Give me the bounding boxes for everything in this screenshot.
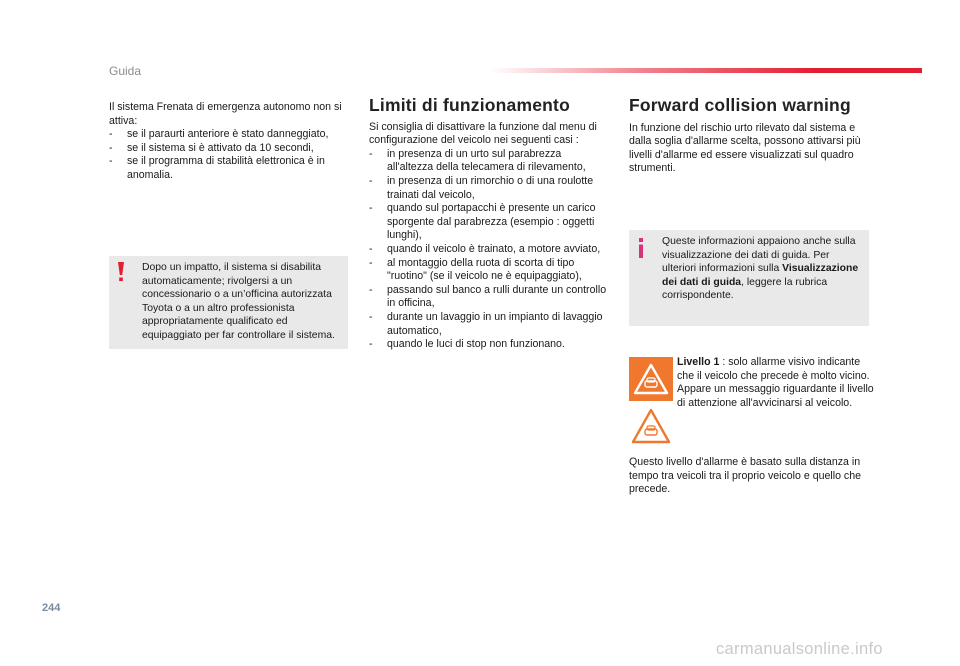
- info-icon: [636, 238, 646, 258]
- level-1-message: Appare un messaggio riguardante il livello di attenzione all'avvicinarsi al veicolo.: [677, 383, 874, 409]
- level-1-text-part: : solo allarme visivo indicante che il veicolo che precede è molto vicino.: [677, 356, 870, 382]
- info-box: [629, 230, 869, 326]
- exclamation-icon: [117, 262, 125, 282]
- info-text-bold: Visualizzazione dei dati di guida: [662, 263, 859, 288]
- header-section-label: Guida: [109, 64, 142, 78]
- list-item: - durante un lavaggio in un impianto di lavaggio automatico,: [369, 311, 609, 338]
- list-item: - passando sul banco a rulli durante un controllo in officina,: [369, 284, 609, 311]
- column-left: [109, 101, 349, 183]
- column-middle: [369, 95, 609, 352]
- section-title-forward-collision: Forward collision warning: [629, 95, 851, 115]
- list-item: - in presenza di un urto sul parabrezza all'altezza della telecamera di rilevamento,: [369, 148, 609, 175]
- col1-list: [109, 128, 349, 182]
- list-item: - in presenza di un rimorchio o di una roulotte trainati dal veicolo,: [369, 175, 609, 202]
- col2-list: [369, 148, 609, 352]
- col1-intro: Il sistema Frenata di emergenza autonomo non si attiva:: [109, 101, 342, 127]
- list-item: - quando le luci di stop non funzionano.: [369, 338, 609, 352]
- level-1-label: Livello 1: [677, 356, 720, 368]
- info-text-start: Queste informazioni appaiono anche sulla visualizzazione dei dati di guida. Per ulteriori informazioni sulla: [662, 236, 856, 275]
- collision-warning-icon: [629, 357, 673, 401]
- info-text: [662, 235, 865, 303]
- level-1-description: [677, 356, 875, 410]
- list-item: - se il sistema si è attivato da 10 secondi,: [109, 142, 349, 156]
- warning-text: Dopo un impatto, il sistema si disabilita automaticamente; rivolgersi a un concessionario o a un’officina autorizzata Toyota o a un altro professionista appropriatamente qualificato ed equipaggiato per far controllare il sistema.: [142, 262, 335, 341]
- watermark: carmanualsonline.info: [716, 640, 883, 658]
- distance-note-text: Questo livello d'allarme è basato sulla distanza in tempo tra veicoli tra il proprio veicolo e quello che precede.: [629, 456, 862, 496]
- distance-note: [629, 456, 873, 497]
- level-1-text: [677, 356, 875, 383]
- list-item: - se il programma di stabilità elettronica è in anomalia.: [109, 155, 349, 182]
- col2-intro: Si consiglia di disattivare la funzione dal menu di configurazione del veicolo nei seguenti casi :: [369, 120, 597, 147]
- page-number: 244: [42, 602, 61, 614]
- list-item: - quando sul portapacchi è presente un carico sporgente dal parabrezza (esempio : oggetti lunghi),: [369, 202, 609, 243]
- column-right: [629, 95, 871, 176]
- col3-intro: In funzione del rischio urto rilevato dal sistema e dalla soglia d'allarme scelta, possono attivarsi più livelli d'allarme ed essere visualizzati sul quadro strumenti.: [629, 121, 861, 175]
- section-title-limits: Limiti di funzionamento: [369, 95, 570, 115]
- list-item: - al montaggio della ruota di scorta di tipo "ruotino" (se il veicolo ne è equipaggiato),: [369, 257, 609, 284]
- warning-box: [109, 256, 348, 349]
- list-item: - se il paraurti anteriore è stato danneggiato,: [109, 128, 349, 142]
- collision-warning-outline-icon: [629, 404, 673, 448]
- info-text-end: , leggere la rubrica corrispondente.: [662, 276, 828, 302]
- header-accent-bar: [490, 68, 922, 73]
- list-item: - quando il veicolo è trainato, a motore avviato,: [369, 243, 609, 257]
